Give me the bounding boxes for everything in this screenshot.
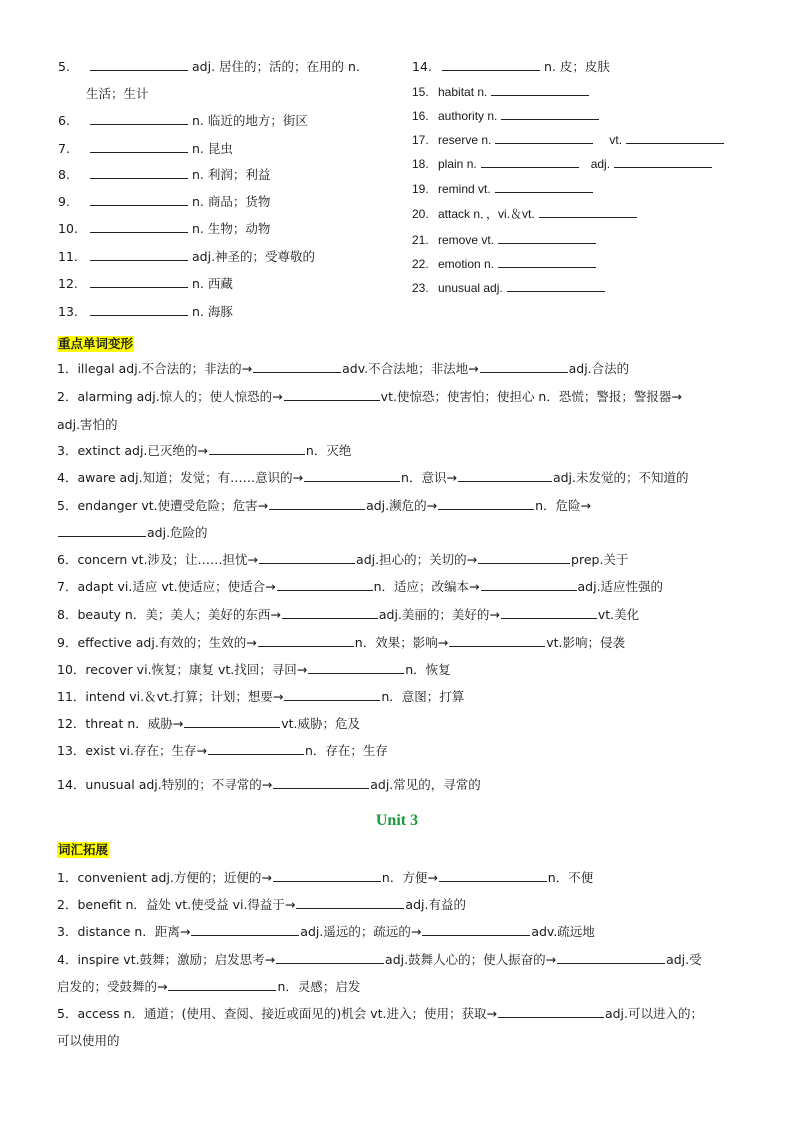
answer-blank[interactable]	[626, 131, 724, 144]
answer-blank[interactable]	[481, 155, 579, 168]
line-text: 14．unusual adj.特别的；不寻常的→	[57, 777, 273, 792]
line-text: 11．intend vi.＆vt.打算；计划；想要→	[57, 689, 284, 704]
answer-blank[interactable]	[168, 978, 276, 991]
answer-blank[interactable]	[481, 578, 577, 591]
vocab-item-16: 16. authority n.	[412, 107, 603, 125]
line-text: adj.害怕的	[57, 417, 118, 432]
answer-blank[interactable]	[614, 155, 712, 168]
answer-blank[interactable]	[308, 661, 404, 674]
answer-blank[interactable]	[284, 388, 380, 401]
answer-blank[interactable]	[438, 497, 534, 510]
answer-blank[interactable]	[90, 166, 188, 179]
line-text: prep.关于	[571, 552, 629, 567]
answer-blank[interactable]	[296, 896, 404, 909]
line-text: 4．inspire vt.鼓舞；激励；启发思考→	[57, 952, 276, 967]
line-text: vt.美化	[597, 607, 640, 622]
section2-line	[57, 1032, 120, 1050]
answer-blank[interactable]	[498, 231, 596, 244]
line-text: 启发的；受鼓舞的→	[57, 979, 168, 994]
section1-line	[57, 388, 682, 406]
answer-blank[interactable]	[491, 83, 589, 96]
line-text: adv.疏远地	[531, 924, 595, 939]
answer-blank[interactable]	[259, 551, 355, 564]
section1-line	[57, 688, 464, 706]
answer-blank[interactable]	[269, 497, 365, 510]
answer-blank[interactable]	[90, 58, 188, 71]
unit-title: Unit 3	[375, 812, 419, 829]
answer-blank[interactable]	[208, 742, 304, 755]
answer-blank[interactable]	[90, 248, 188, 261]
section1-line	[57, 606, 639, 624]
line-text: vt.影响；侵袭	[546, 635, 625, 650]
vocab-item-18: 18. plain n. adj.	[412, 155, 716, 173]
answer-blank[interactable]	[277, 578, 373, 591]
line-text: n．灭绝	[305, 443, 352, 458]
line-text: 1．convenient adj.方便的；近便的→	[57, 870, 272, 885]
line-text: adj.可以进入的；	[604, 1006, 703, 1021]
answer-blank[interactable]	[449, 634, 545, 647]
section2-line	[57, 978, 360, 996]
section1-line	[57, 578, 663, 596]
line-text: 10．recover vi.恢复；康复 vt.找回；寻回→	[57, 662, 308, 677]
section1-line	[57, 715, 360, 733]
line-text: adj.常见的，寻常的	[370, 777, 481, 792]
answer-blank[interactable]	[478, 551, 570, 564]
answer-blank[interactable]	[90, 140, 188, 153]
line-text: adj.遥远的；疏远的→	[300, 924, 422, 939]
line-text: n．意图；打算	[381, 689, 465, 704]
line-text: n．适应；改编本→	[373, 579, 480, 594]
line-text: 6．concern vt.涉及；让……担忧→	[57, 552, 259, 567]
line-text: n．方便→	[381, 870, 438, 885]
answer-blank[interactable]	[58, 524, 146, 537]
vocab-item-7: 7. n. 昆虫	[58, 141, 233, 156]
line-text: 5．access n．通道；(使用、查阅、接近或面见的)机会 vt.进入；使用；获取→	[57, 1006, 497, 1021]
vocab-item-10: 10. n. 生物；动物	[58, 221, 271, 236]
answer-blank[interactable]	[253, 360, 341, 373]
section2-line	[57, 923, 595, 941]
vocab-item-22: 22. emotion n.	[412, 255, 600, 273]
section2-line	[57, 951, 702, 969]
line-text: 2．benefit n．益处 vt.使受益 vi.得益于→	[57, 897, 296, 912]
section1-line	[57, 416, 118, 434]
vocab-item-6: 6. n. 临近的地方；街区	[58, 113, 308, 128]
vocab-item-11: 11. adj.神圣的；受尊敬的	[58, 249, 316, 264]
answer-blank[interactable]	[90, 275, 188, 288]
line-text: adj.危险的	[147, 525, 208, 540]
vocab-item-14: 14. n. 皮；皮肤	[412, 59, 610, 74]
section2-line	[57, 869, 593, 887]
line-text: vt.威胁；危及	[281, 716, 360, 731]
line-text: 可以使用的	[57, 1033, 120, 1048]
line-text: adj.受	[666, 952, 702, 967]
vocab-item-8: 8. n. 利润；利益	[58, 167, 271, 182]
line-text: n．意识→	[401, 470, 457, 485]
answer-blank[interactable]	[422, 923, 530, 936]
answer-blank[interactable]	[304, 469, 400, 482]
vocab-item-13: 13. n. 海豚	[58, 304, 233, 319]
vocab-item-17: 17. reserve n. vt.	[412, 131, 728, 149]
answer-blank[interactable]	[273, 869, 381, 882]
line-text: n．存在；生存	[304, 743, 388, 758]
section2-line	[57, 896, 466, 914]
vocab-item-15: 15. habitat n.	[412, 83, 593, 101]
vocab-item-23: 23. unusual adj.	[412, 279, 609, 297]
section-label-key-word-forms: 重点单词变形	[58, 336, 134, 351]
line-text: n．灵感；启发	[277, 979, 361, 994]
line-text: n．恢复	[405, 662, 451, 677]
answer-blank[interactable]	[501, 606, 597, 619]
line-text: vt.使惊恐；使害怕；使担心 n．恐慌；警报；警报器→	[380, 389, 682, 404]
section-label-vocabulary-expansion: 词汇拓展	[58, 842, 109, 857]
line-text: adj.美丽的；美好的→	[378, 607, 500, 622]
line-text: adj.适应性强的	[577, 579, 664, 594]
line-text: 13．exist vi.存在；生存→	[57, 743, 207, 758]
answer-blank[interactable]	[439, 869, 547, 882]
section1-line	[57, 360, 629, 378]
line-text: n．危险→	[535, 498, 591, 513]
answer-blank[interactable]	[90, 303, 188, 316]
answer-blank[interactable]	[282, 606, 378, 619]
answer-blank[interactable]	[495, 180, 593, 193]
vocab-item-19: 19. remind vt.	[412, 180, 597, 198]
answer-blank[interactable]	[495, 131, 593, 144]
vocab-item-21: 21. remove vt.	[412, 231, 600, 249]
answer-blank[interactable]	[507, 279, 605, 292]
answer-blank[interactable]	[501, 107, 599, 120]
section1-line	[57, 469, 689, 487]
line-text: 3．extinct adj.已灭绝的→	[57, 443, 208, 458]
line-text: 9．effective adj.有效的；生效的→	[57, 635, 257, 650]
answer-blank[interactable]	[276, 951, 384, 964]
answer-blank[interactable]	[480, 360, 568, 373]
answer-blank[interactable]	[539, 205, 637, 218]
section1-line	[57, 524, 208, 542]
answer-blank[interactable]	[273, 776, 369, 789]
section1-line	[57, 442, 351, 460]
line-text: adj.有益的	[405, 897, 466, 912]
answer-blank[interactable]	[90, 220, 188, 233]
answer-blank[interactable]	[191, 923, 299, 936]
answer-blank[interactable]	[284, 688, 380, 701]
line-text: adj.濒危的→	[366, 498, 438, 513]
line-text: adv.不合法地；非法地→	[342, 361, 479, 376]
line-text: n．不便	[547, 870, 594, 885]
section1-line	[57, 661, 451, 679]
section1-line	[57, 497, 591, 515]
answer-blank[interactable]	[442, 58, 540, 71]
vocab-item-9: 9. n. 商品；货物	[58, 194, 271, 209]
line-text: 3．distance n．距离→	[57, 924, 191, 939]
line-text: 8．beauty n．美；美人；美好的东西→	[57, 607, 281, 622]
vocab-item-5-continued: 生活；生计	[86, 86, 149, 101]
section1-line	[57, 742, 388, 760]
line-text: adj.合法的	[568, 361, 630, 376]
line-text: 5．endanger vt.使遭受危险；危害→	[57, 498, 269, 513]
line-text: adj.未发觉的；不知道的	[552, 470, 689, 485]
vocab-item-20: 20. attack n．，vi.＆vt.	[412, 205, 641, 223]
section1-line	[57, 551, 628, 569]
answer-blank[interactable]	[458, 469, 552, 482]
answer-blank[interactable]	[209, 442, 305, 455]
vocab-item-12: 12. n. 西藏	[58, 276, 233, 291]
line-text: 1．illegal adj.不合法的；非法的→	[57, 361, 253, 376]
line-text: adj.鼓舞人心的；使人振奋的→	[385, 952, 557, 967]
line-text: 7．adapt vi.适应 vt.使适应；使适合→	[57, 579, 276, 594]
answer-blank[interactable]	[557, 951, 665, 964]
answer-blank[interactable]	[258, 634, 354, 647]
answer-blank[interactable]	[184, 715, 280, 728]
answer-blank[interactable]	[90, 193, 188, 206]
line-text: 4．aware adj.知道；发觉；有……意识的→	[57, 470, 304, 485]
section1-line	[57, 634, 625, 652]
line-text: 2．alarming adj.惊人的；使人惊恐的→	[57, 389, 283, 404]
line-text: n．效果；影响→	[354, 635, 449, 650]
section1-line	[57, 776, 481, 794]
vocab-item-5: 5. adj. 居住的；活的；在用的 n.	[58, 59, 360, 74]
line-text: 12．threat n．威胁→	[57, 716, 184, 731]
section2-line	[57, 1005, 703, 1023]
line-text: adj.担心的；关切的→	[356, 552, 478, 567]
answer-blank[interactable]	[498, 1005, 604, 1018]
answer-blank[interactable]	[498, 255, 596, 268]
answer-blank[interactable]	[90, 112, 188, 125]
